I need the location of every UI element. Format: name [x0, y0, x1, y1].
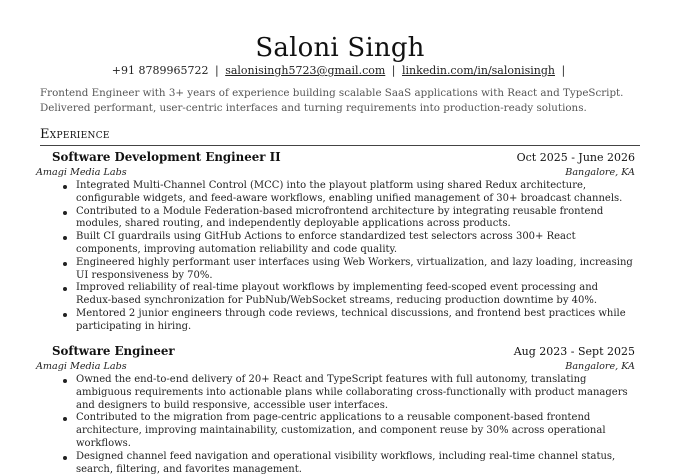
bullet-text: Contributed to the migration from page-centric applications to a reusable component-based frontend architecture, improving maintainability, customization, and component reuse by 30% across operational workflows. [76, 412, 606, 449]
job-header [52, 344, 635, 360]
summary-text: Frontend Engineer with 3+ years of experience building scalable SaaS applications with React and TypeScript. Delivered performant, user-centric interfaces and turning requirements into production-ready solutions. [40, 87, 624, 114]
email-link[interactable]: salonisingh5723@gmail.com [225, 64, 386, 77]
job-bullets [52, 374, 635, 476]
bullet-text: Improved reliability of real-time playout workflows by implementing feed-scoped event processing and Redux-based synchronization for PubNub/WebSocket streams, reducing production downtime by 40%. [76, 282, 599, 307]
separator: | [561, 64, 566, 77]
bullet-icon [63, 313, 67, 317]
linkedin-link[interactable]: linkedin.com/in/salonisingh [402, 64, 555, 77]
job-dates: Aug 2023 - Sept 2025 [513, 345, 635, 358]
bullet-item [52, 180, 635, 206]
job-location: Bangalore, KA [565, 361, 635, 372]
bullet-text: Built CI guardrails using GitHub Actions to enforce standardized test selectors across 300+ React components, improving automation reliability and code quality. [76, 231, 576, 255]
job-entry [36, 150, 635, 334]
job-location: Bangalore, KA [565, 167, 635, 178]
bullet-icon [63, 236, 67, 240]
job-title: Software Development Engineer II [52, 150, 281, 164]
bullet-icon [63, 185, 67, 189]
bullet-item [52, 206, 635, 232]
bullet-item [52, 282, 635, 308]
separator: | [391, 64, 396, 77]
job-bullets [52, 180, 635, 334]
bullet-text: Engineered highly performant user interfaces using Web Workers, virtualization, and lazy loading, increasing UI responsiveness by 70%. [76, 256, 633, 281]
bullet-icon [63, 417, 67, 421]
bullet-text: Designed channel feed navigation and operational visibility workflows, including real-time channel status, search, filtering, and favorites management. [76, 450, 616, 475]
separator: | [214, 64, 219, 77]
bullet-item [52, 231, 635, 257]
job-title: Software Engineer [52, 344, 175, 358]
bullet-text: Contributed to a Module Federation-based microfrontend architecture by integrating reusable frontend modules, shared routing, and independently deployable applications across products. [76, 205, 604, 230]
bullet-text: Integrated Multi-Channel Control (MCC) into the playout platform using shared Redux architecture, configurable widgets, and feed-aware workflows, enabling unified management of 30+ broadcast channels. [76, 180, 623, 204]
phone-number: +91 8789965722 [111, 64, 209, 77]
company-name: Amagi Media Labs [36, 167, 127, 178]
section-divider [40, 145, 640, 146]
bullet-item [52, 308, 635, 334]
bullet-item [52, 374, 635, 412]
bullet-item [52, 451, 635, 476]
bullet-icon [63, 456, 67, 460]
bullet-icon [63, 287, 67, 291]
section-title-experience: Experience [40, 127, 110, 142]
candidate-name: Saloni Singh [255, 33, 425, 63]
bullet-icon [63, 211, 67, 215]
bullet-icon [63, 262, 67, 266]
job-dates: Oct 2025 - June 2026 [516, 151, 635, 164]
bullet-text: Owned the end-to-end delivery of 20+ React and TypeScript features with full autonomy, translating ambiguous requirements into actionable plans while collaborating cross-functionally with product managers and designers to build responsive, accessible user interfaces. [76, 374, 628, 411]
bullet-icon [63, 379, 67, 383]
job-entry [36, 344, 635, 476]
bullet-item [52, 412, 635, 450]
job-subheader [36, 166, 635, 179]
job-subheader [36, 360, 635, 373]
job-header [52, 150, 635, 166]
bullet-text: Mentored 2 junior engineers through code reviews, technical discussions, and frontend best practices while participating in hiring. [76, 307, 626, 332]
company-name: Amagi Media Labs [36, 361, 127, 372]
bullet-item [52, 257, 635, 283]
contact-line [0, 64, 680, 78]
